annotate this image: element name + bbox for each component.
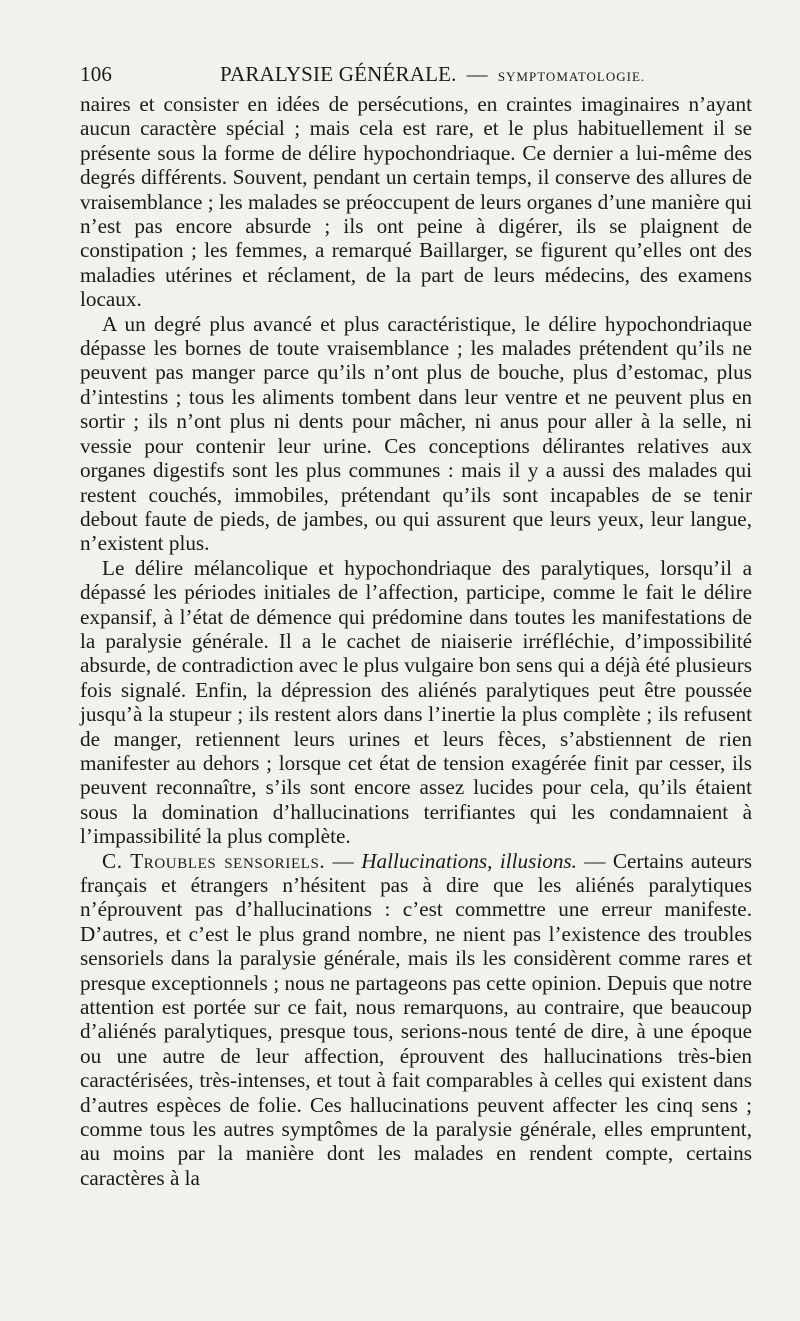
section-c-dash: — — [325, 848, 362, 873]
section-c-dash-2: — — [576, 848, 613, 873]
section-c-paragraph — [80, 849, 752, 1191]
section-c-label: C. Troubles sensoriels. — [102, 848, 326, 873]
page-number: 106 — [80, 62, 113, 86]
section-c-text: Certains auteurs français et étrangers n’hésitent pas à dire que les aliénés paralytiques n’éprouvent pas d’hallucinations : c’est commettre une erreur manifeste. D’autres, et c’est le plus grand nombre, ne nient pas l’existence des troubles sensoriels dans la paralysie générale, mais ils les considèrent comme rares et presque exceptionnels ; nous ne partageons pas cette opinion. Depuis que notre attention est portée sur ce fait, nous remarquons, au contraire, que beaucoup d’aliénés paralytiques, presque tous, serions-nous tenté de dire, à une époque ou une autre de leur affection, éprouvent des hallucinations très-bien caractérisées, très-intenses, et tout à fait comparables à celles qui existent dans d’autres espèces de folie. Ces hallucinations peuvent affecter les cinq sens ; comme tous les autres symptômes de la paralysie générale, elles empruntent, au moins par la manière dont les malades en rendent compte, certains caractères à la — [80, 848, 753, 1190]
paragraph-2: A un degré plus avancé et plus caractéristique, le délire hypochondriaque dépasse les bornes de toute vraisemblance ; les malades prétendent qu’ils ne peuvent pas manger parce qu’ils n’ont plus de bouche, plus d’estomac, plus d’intestins ; tous les aliments tombent dans leur ventre et ne peuvent plus en sortir ; ils n’ont plus ni dents pour mâcher, ni anus pour aller à la selle, ni vessie pour contenir leur urine. Ces conceptions délirantes relatives aux organes digestifs sont les plus communes : mais il y a aussi des malades qui restent couchés, immobiles, prétendant qu’ils sont incapables de se tenir debout faute de pieds, de jambes, ou qui assurent que leurs yeux, leur langue, n’existent plus. — [80, 311, 752, 556]
running-head-dash: — — [466, 62, 488, 86]
paragraph-1: naires et consister en idées de persécutions, en craintes imaginaires n’ayant aucun caractère spécial ; mais cela est rare, et le plus habituellement il se présente sous la forme de délire hypochondriaque. Ce dernier a lui-même des degrés différents. Souvent, pendant un certain temps, il conserve des allures de vraisemblance ; les malades se préoccupent de leurs organes d’une manière qui n’est pas encore absurde ; ils ont peine à digérer, ils se plaignent de constipation ; les femmes, a remarqué Baillarger, se figurent qu’elles ont des maladies utérines et réclament, de la part de leurs médecins, des examens locaux. — [80, 92, 752, 312]
section-c-subtitle: Hallucinations, illusions. — [361, 848, 577, 873]
body-text — [80, 92, 752, 1190]
running-title: PARALYSIE GÉNÉRALE. — [220, 62, 457, 86]
running-head — [80, 62, 752, 92]
running-section: SYMPTOMATOLOGIE. — [497, 69, 646, 84]
paragraph-3: Le délire mélancolique et hypochondriaque des paralytiques, lorsqu’il a dépassé les périodes initiales de l’affection, participe, comme le fait le délire expansif, à l’état de démence qui prédomine dans toutes les manifestations de la paralysie générale. Il a le cachet de niaiserie irréfléchie, d’impossibilité absurde, de contradiction avec le plus vulgaire bon sens qui a déjà été plusieurs fois signalé. Enfin, la dépression des aliénés paralytiques peut être poussée jusqu’à la stupeur ; ils restent alors dans l’inertie la plus complète ; ils refusent de manger, retiennent leurs urines et leurs fèces, s’abstiennent de rien manifester au dehors ; lorsque cet état de tension exagérée finit par cesser, ils peuvent reconnaître, s’ils sont encore assez lucides pour cela, qu’ils étaient sous la domination d’hallucinations terrifiantes qui les condamnaient à l’impassibilité la plus complète. — [80, 555, 752, 849]
